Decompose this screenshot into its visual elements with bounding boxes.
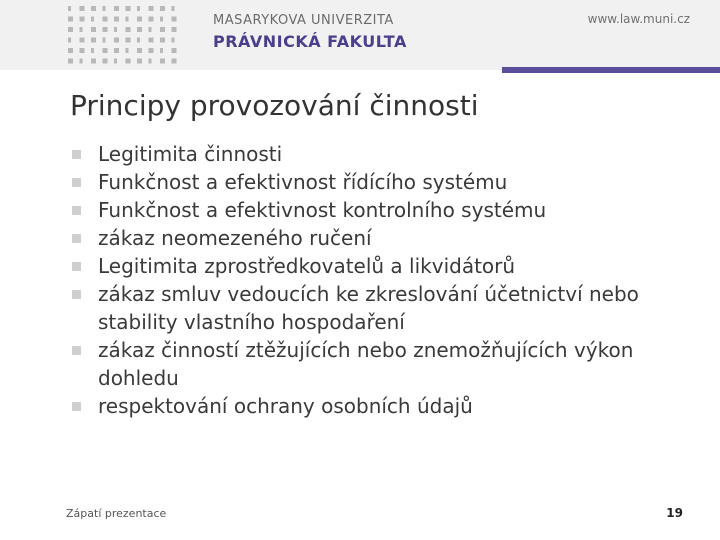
bullet-text: Funkčnost a efektivnost řídícího systému (98, 170, 508, 194)
bullet-text: Legitimita zprostředkovatelů a likvidátorů (98, 254, 516, 278)
bullet-marker-icon (72, 402, 81, 411)
bullet-item (72, 168, 692, 196)
bullet-item (72, 280, 692, 336)
university-name: MASARYKOVA UNIVERZITA (213, 13, 394, 28)
bullet-text: zákaz činností ztěžujících nebo znemožňujících výkon dohledu (98, 338, 634, 390)
faculty-name: PRÁVNICKÁ FAKULTA (213, 32, 407, 51)
bullet-marker-icon (72, 290, 81, 299)
bullet-text: zákaz neomezeného ručení (98, 226, 372, 250)
accent-bar (502, 67, 720, 73)
bullet-marker-icon (72, 206, 81, 215)
bullet-item (72, 252, 692, 280)
page-number: 19 (666, 506, 683, 520)
slide-title: Principy provozování činnosti (70, 89, 479, 122)
bullet-marker-icon (72, 234, 81, 243)
university-logo-icon (66, 2, 184, 68)
bullet-item (72, 392, 692, 420)
bullet-item (72, 336, 692, 392)
footer-text: Zápatí prezentace (66, 507, 167, 520)
bullet-item (72, 140, 692, 168)
bullet-marker-icon (72, 150, 81, 159)
bullet-item (72, 196, 692, 224)
slide-header (0, 0, 720, 70)
bullet-text: respektování ochrany osobních údajů (98, 394, 473, 418)
bullet-item (72, 224, 692, 252)
bullet-text: Legitimita činnosti (98, 142, 283, 166)
bullet-marker-icon (72, 346, 81, 355)
bullet-marker-icon (72, 262, 81, 271)
bullet-marker-icon (72, 178, 81, 187)
bullet-text: Funkčnost a efektivnost kontrolního systému (98, 198, 547, 222)
site-url: www.law.muni.cz (587, 12, 690, 26)
bullet-text: zákaz smluv vedoucích ke zkreslování účetnictví nebo stability vlastního hospodaření (98, 282, 639, 334)
bullet-list (72, 140, 692, 420)
